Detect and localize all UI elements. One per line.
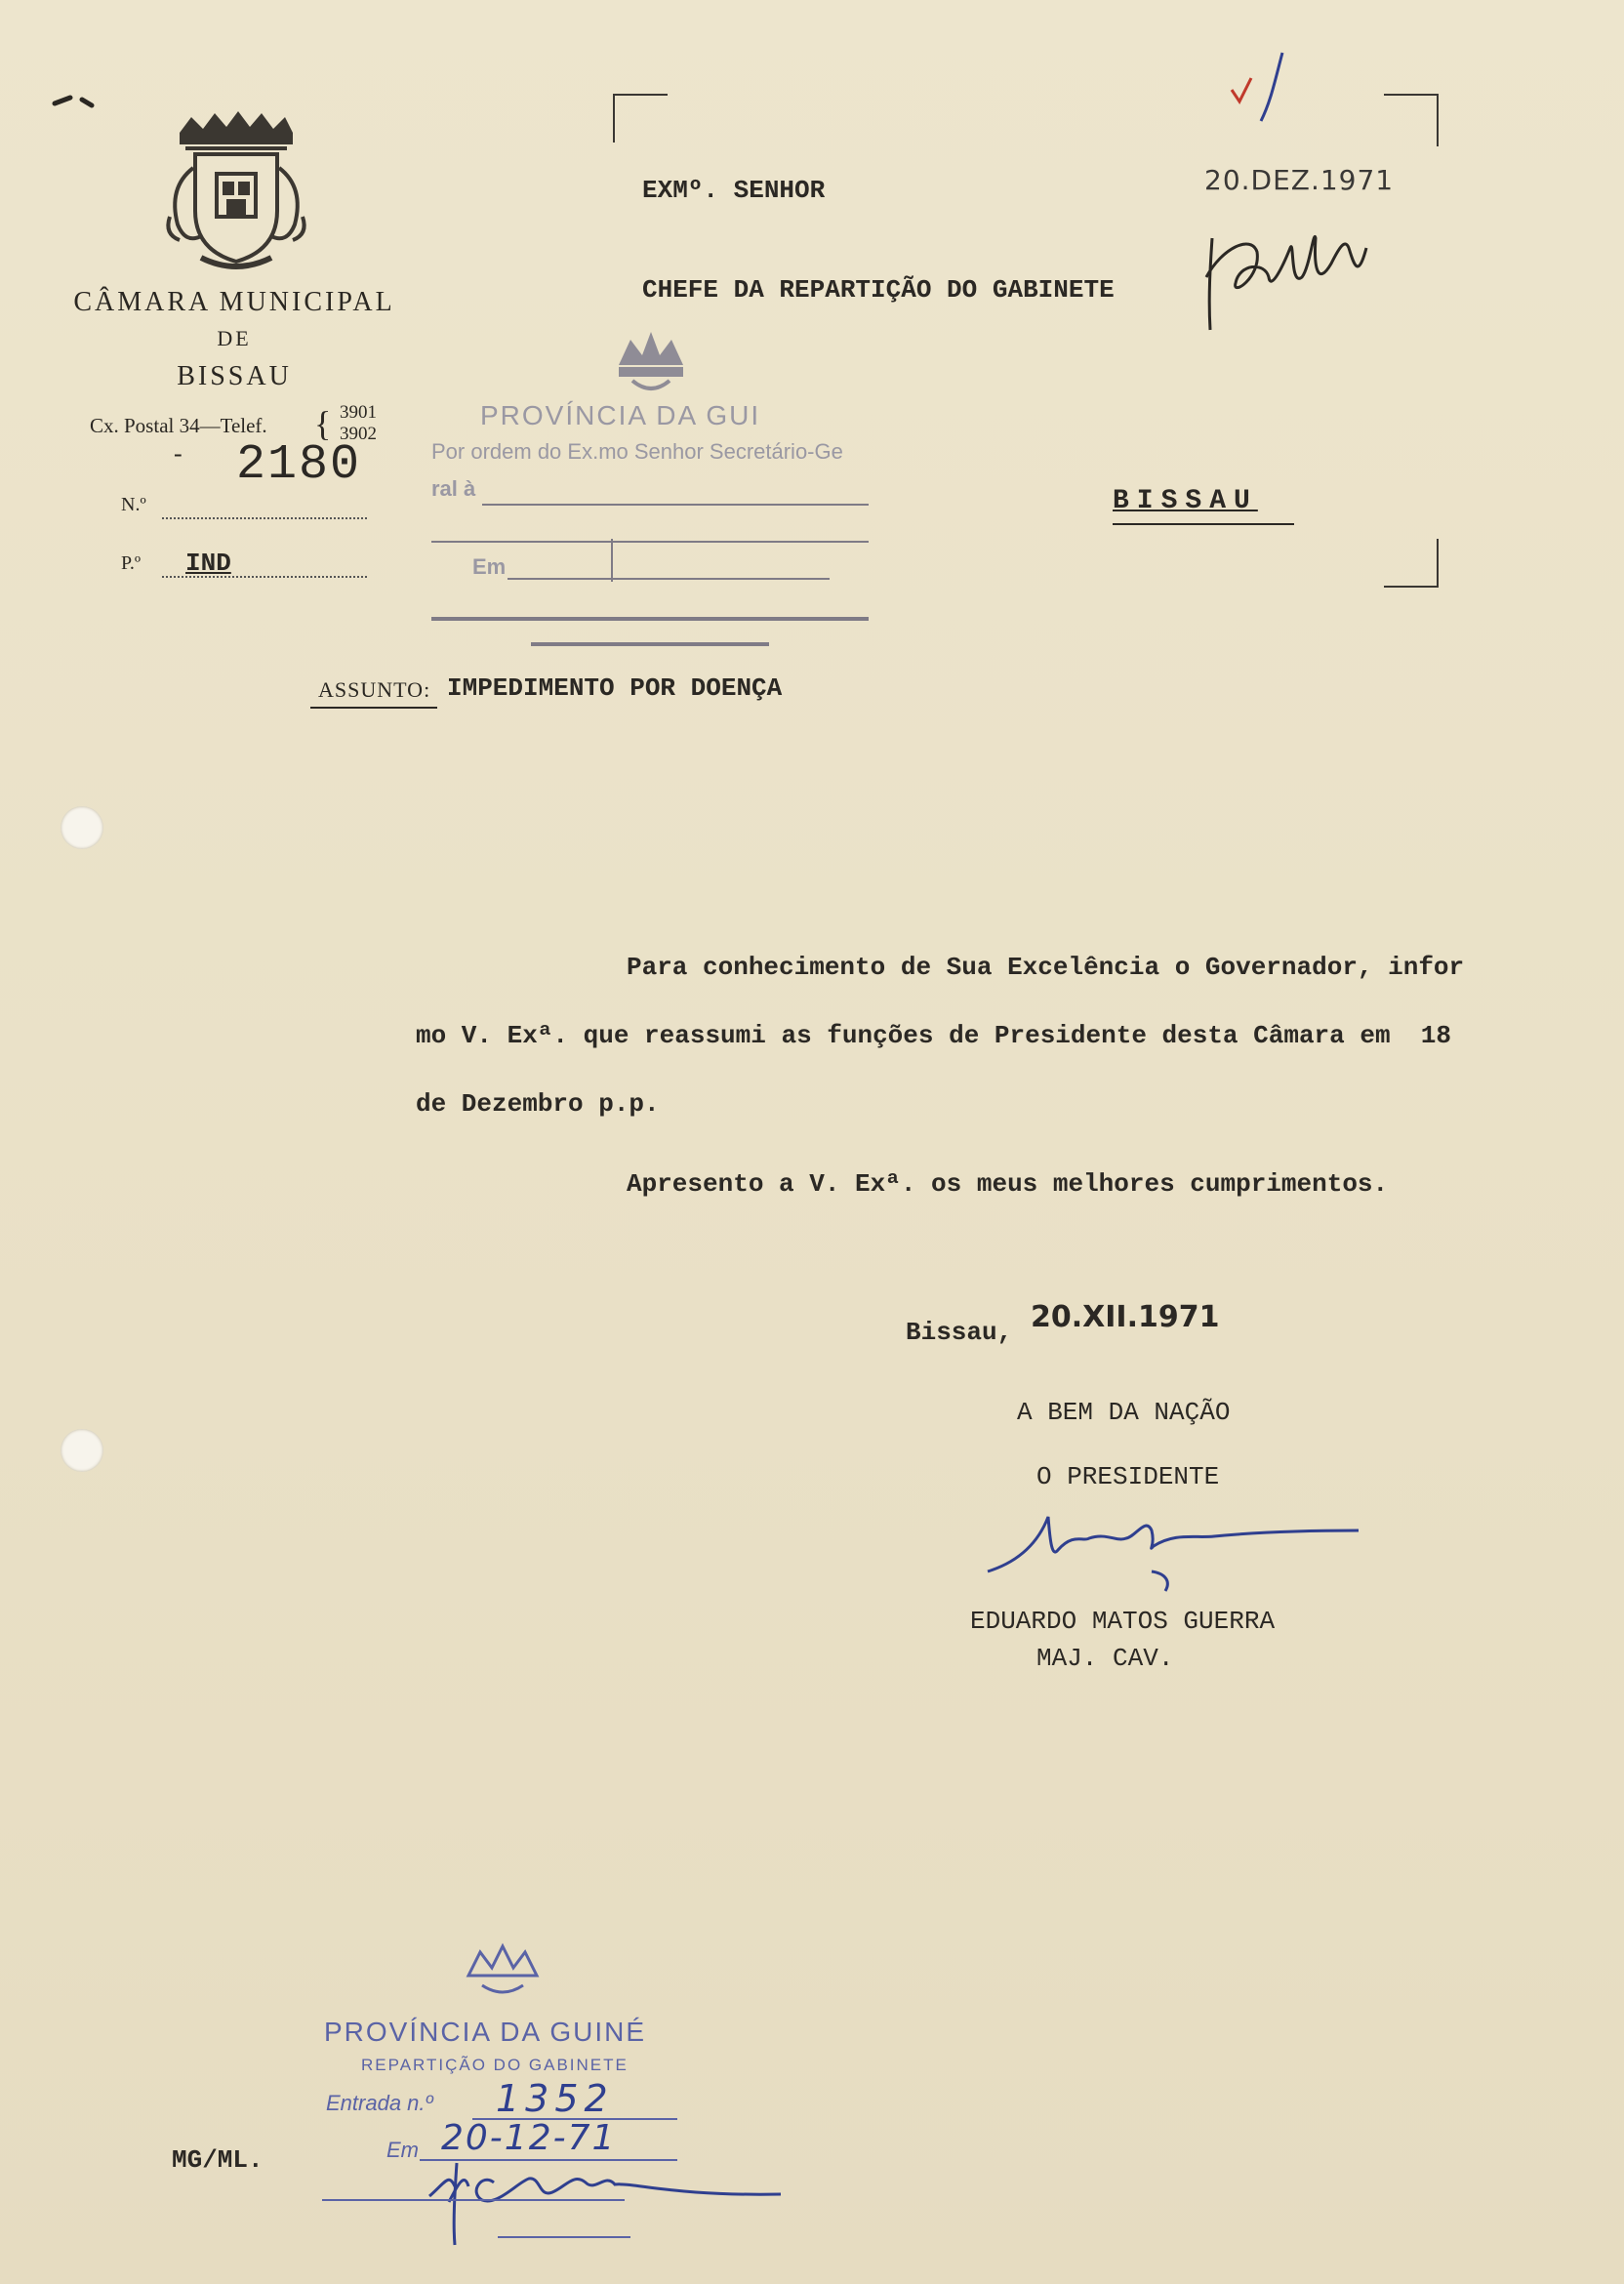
org-name-line1: CÂMARA MUNICIPAL — [73, 287, 395, 317]
entry-stamp-line2: REPARTIÇÃO DO GABINETE — [361, 2056, 629, 2074]
gray-stamp-rule3 — [508, 578, 830, 580]
phone-1: 3901 — [340, 402, 377, 423]
dash-mark: - — [174, 439, 183, 468]
org-name-line3: BISSAU — [177, 361, 292, 391]
punch-hole-bottom — [61, 1429, 103, 1472]
subject-label-underline — [310, 707, 437, 709]
brace-icon: { — [314, 404, 332, 443]
body-line-3: de Dezembro p.p. — [416, 1089, 660, 1119]
gray-stamp-rule5 — [531, 642, 769, 646]
process-label: P.º — [121, 552, 142, 574]
gray-stamp-line3: ral à — [431, 476, 476, 501]
gray-stamp-line4: Em — [472, 554, 507, 579]
closing-role: O PRESIDENTE — [1036, 1462, 1220, 1491]
reference-number: 2180 — [236, 437, 362, 493]
body-line-4: Apresento a V. Exª. os meus melhores cumprimentos. — [627, 1169, 1389, 1199]
entry-stamp-crown-icon — [459, 1942, 547, 2001]
gray-stamp-line2: Por ordem do Ex.mo Senhor Secretário-Ge — [431, 439, 843, 464]
number-label: N.º — [121, 494, 146, 515]
entry-stamp-date-label: Em — [386, 2138, 419, 2162]
crown-stamp-icon — [609, 326, 693, 398]
received-date: 20.DEZ.1971 — [1204, 164, 1395, 196]
org-name-line2: DE — [217, 326, 252, 350]
footer-initials: MG/ML. — [172, 2145, 264, 2175]
subject-label: ASSUNTO: — [318, 677, 431, 702]
subject-value: IMPEDIMENTO POR DOENÇA — [447, 673, 783, 703]
coat-of-arms-emblem — [156, 109, 312, 275]
crop-mark-top-left — [613, 94, 668, 143]
entry-stamp-date-value: 20-12-71 — [441, 2118, 617, 2158]
entry-stamp-initials — [322, 2143, 791, 2251]
addressee-salutation: EXMº. SENHOR — [642, 176, 826, 205]
gray-stamp-rule1 — [482, 504, 869, 506]
punch-hole-top — [61, 806, 103, 849]
addressee-title: CHEFE DA REPARTIÇÃO DO GABINETE — [642, 275, 1115, 305]
gray-stamp-line1: PROVÍNCIA DA GUI — [480, 400, 761, 430]
gray-stamp-rule4 — [431, 617, 869, 621]
city-double-underline — [1113, 523, 1294, 525]
checkmark-icon — [1226, 43, 1333, 131]
entry-stamp-line1: PROVÍNCIA DA GUINÉ — [324, 2017, 647, 2047]
phone-2: 3902 — [340, 424, 377, 444]
addressee-city: BISSAU — [1113, 486, 1258, 516]
closing-motto: A BEM DA NAÇÃO — [1017, 1398, 1231, 1427]
gray-stamp-rule2 — [431, 541, 869, 543]
crop-mark-bottom-right — [1384, 539, 1439, 588]
closing-date: 20.XII.1971 — [1031, 1300, 1220, 1334]
contact-line: Cx. Postal 34—Telef. — [90, 414, 267, 437]
initials-signature — [1193, 209, 1388, 336]
process-dotted-line — [162, 576, 367, 578]
closing-name: EDUARDO MATOS GUERRA — [970, 1607, 1276, 1636]
gray-stamp-divider — [611, 539, 613, 582]
president-signature — [980, 1503, 1370, 1611]
closing-place: Bissau, — [906, 1318, 1013, 1347]
number-dotted-line — [162, 517, 367, 519]
closing-rank: MAJ. CAV. — [1036, 1644, 1174, 1673]
scribble-mark-icon — [49, 86, 146, 115]
entry-stamp-entry-label: Entrada n.º — [326, 2091, 433, 2115]
body-line-1: Para conhecimento de Sua Excelência o Governador, infor — [627, 953, 1465, 982]
crop-mark-top-right — [1384, 94, 1439, 146]
body-line-2: mo V. Exª. que reassumi as funções de Presidente desta Câmara em 18 — [416, 1021, 1451, 1050]
entry-stamp-entry-value: 1352 — [496, 2077, 614, 2120]
process-value: IND — [185, 549, 231, 578]
